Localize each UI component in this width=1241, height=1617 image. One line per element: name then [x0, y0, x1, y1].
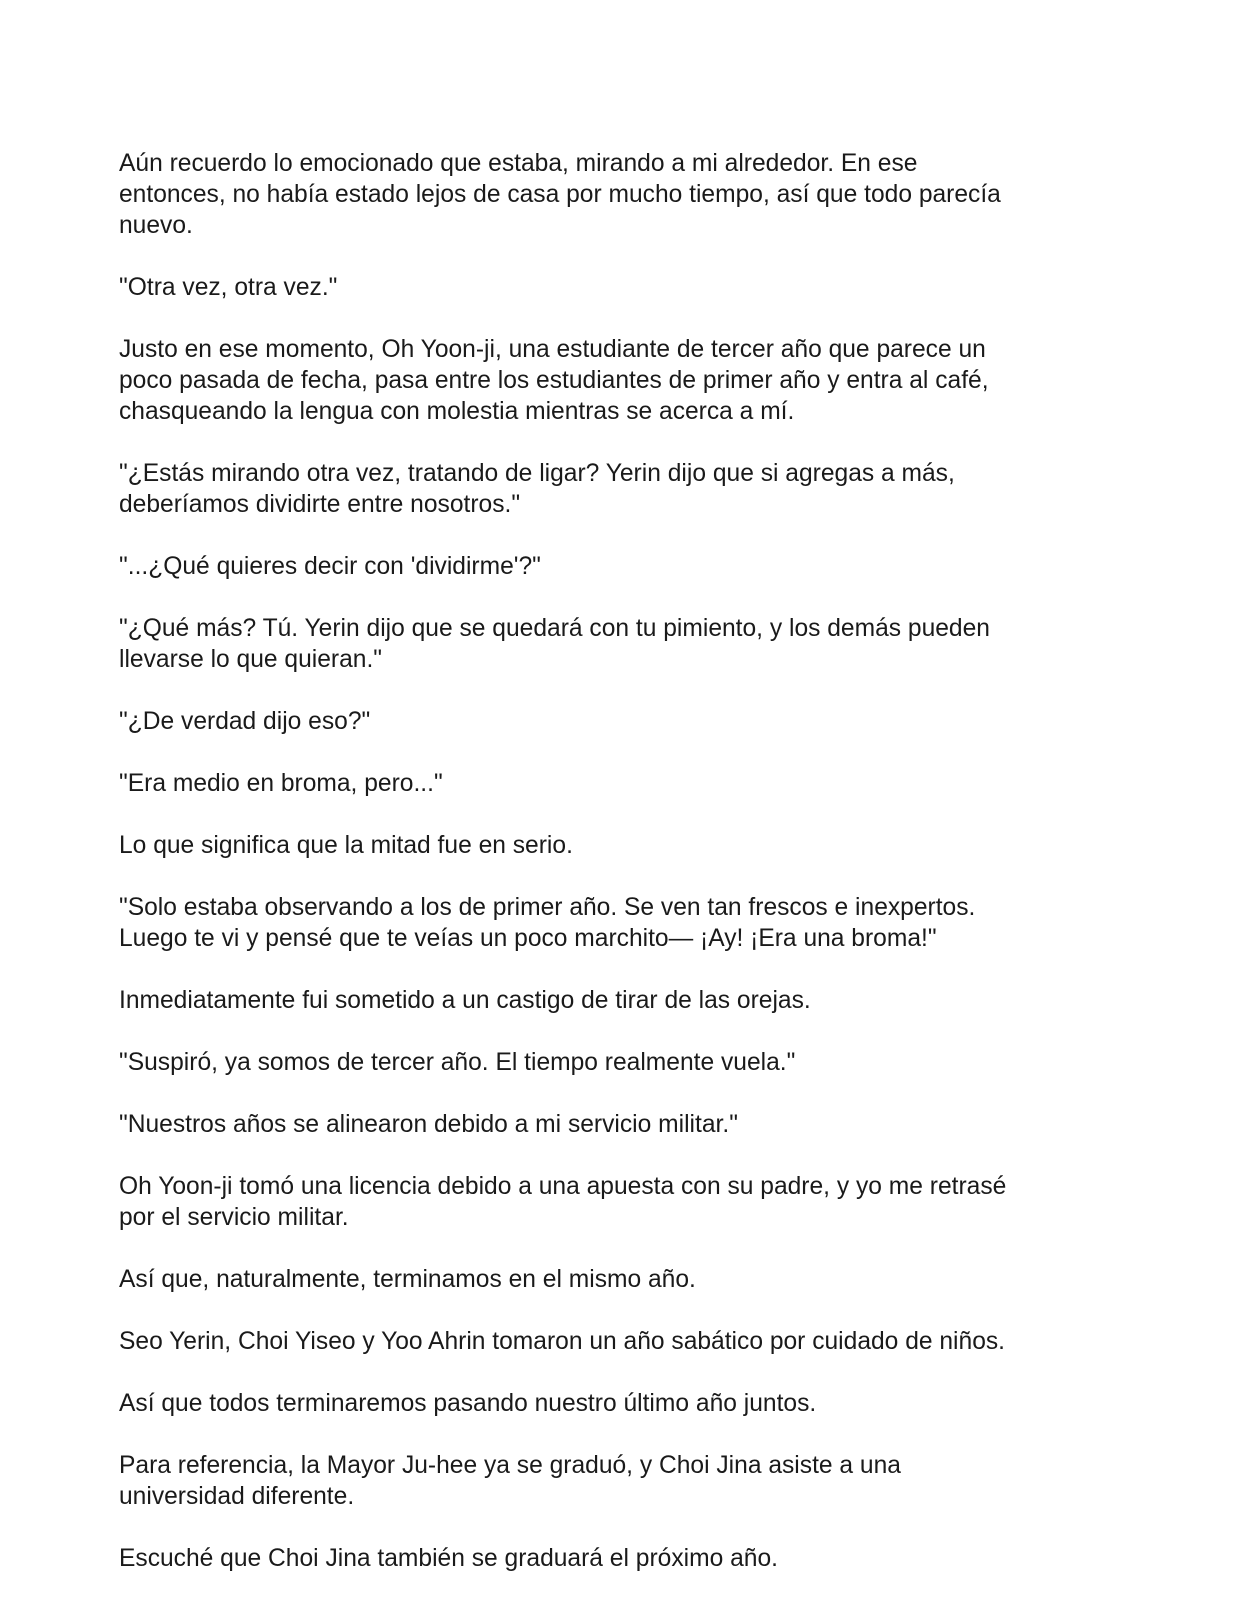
paragraph: Aún recuerdo lo emocionado que estaba, mirando a mi alrededor. En ese entonces, no había estado lejos de casa por mucho tiempo, así que todo parecía nuevo.	[119, 150, 1001, 239]
paragraph: "¿De verdad dijo eso?"	[119, 708, 371, 735]
document-body	[119, 148, 1129, 1574]
paragraph: Inmediatamente fui sometido a un castigo de tirar de las orejas.	[119, 987, 811, 1014]
paragraph: Así que, naturalmente, terminamos en el mismo año.	[119, 1266, 696, 1293]
paragraph: Seo Yerin, Choi Yiseo y Yoo Ahrin tomaron un año sabático por cuidado de niños.	[119, 1328, 1006, 1355]
paragraph: Justo en ese momento, Oh Yoon-ji, una estudiante de tercer año que parece un poco pasada de fecha, pasa entre los estudiantes de primer año y entra al café, chasqueando la lengua con molestia mientras se acerca a mí.	[119, 336, 989, 425]
paragraph: "Otra vez, otra vez."	[119, 274, 338, 301]
paragraph: "¿Estás mirando otra vez, tratando de ligar? Yerin dijo que si agregas a más, deberíamos dividirte entre nosotros."	[119, 460, 955, 518]
paragraph: "Era medio en broma, pero..."	[119, 770, 443, 797]
paragraph: "Suspiró, ya somos de tercer año. El tiempo realmente vuela."	[119, 1049, 796, 1076]
paragraph: Escuché que Choi Jina también se graduará el próximo año.	[119, 1545, 778, 1572]
paragraph: "...¿Qué quieres decir con 'dividirme'?"	[119, 553, 541, 580]
paragraph: "¿Qué más? Tú. Yerin dijo que se quedará con tu pimiento, y los demás pueden llevarse lo que quieran."	[119, 615, 990, 673]
paragraph: Para referencia, la Mayor Ju-hee ya se graduó, y Choi Jina asiste a una universidad diferente.	[119, 1452, 901, 1510]
paragraph: Lo que significa que la mitad fue en serio.	[119, 832, 573, 859]
paragraph: Oh Yoon-ji tomó una licencia debido a una apuesta con su padre, y yo me retrasé por el servicio militar.	[119, 1173, 1007, 1231]
paragraph: "Nuestros años se alinearon debido a mi servicio militar."	[119, 1111, 738, 1138]
paragraph: "Solo estaba observando a los de primer año. Se ven tan frescos e inexpertos. Luego te vi y pensé que te veías un poco marchito— ¡Ay! ¡Era una broma!"	[119, 894, 976, 952]
paragraph: Así que todos terminaremos pasando nuestro último año juntos.	[119, 1390, 817, 1417]
